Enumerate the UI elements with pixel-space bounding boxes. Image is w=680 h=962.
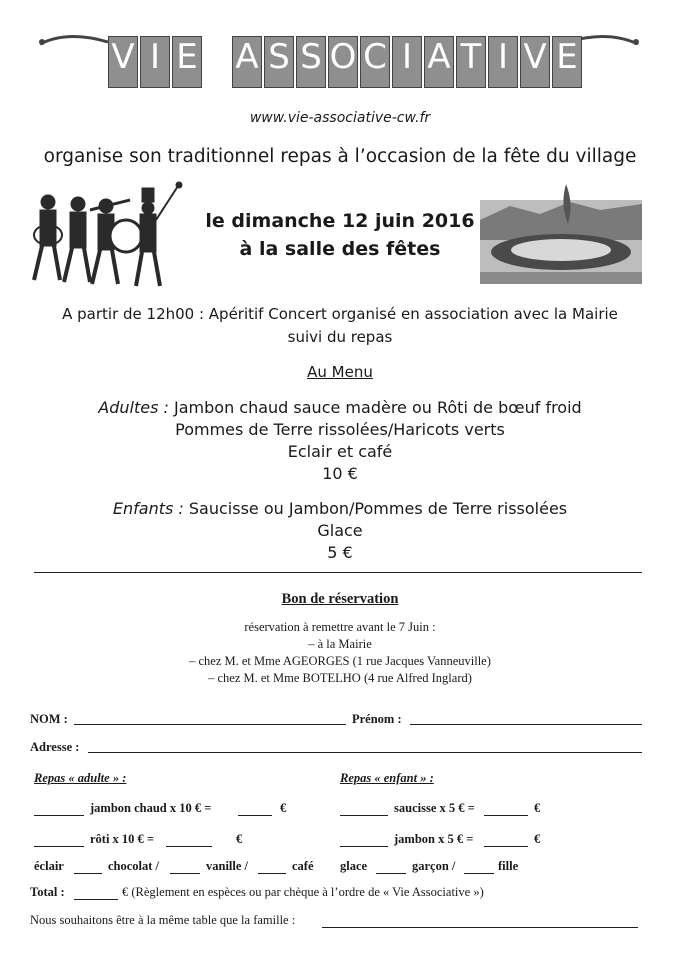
- jambon-label: jambon x 5 € =: [394, 832, 474, 846]
- saucisse-qty-field[interactable]: [340, 803, 388, 816]
- program-line-2: suivi du repas: [287, 328, 393, 346]
- event-place: à la salle des fêtes: [239, 238, 441, 260]
- jambon-chaud-qty-field[interactable]: [34, 803, 84, 816]
- child-menu-line-1: [0, 499, 680, 518]
- same-table-field[interactable]: [322, 915, 638, 928]
- reservation-place-1: – à la Mairie: [308, 637, 372, 651]
- euro-sign: €: [280, 801, 287, 815]
- banner-letter: O: [328, 36, 358, 88]
- title-banner: [38, 30, 640, 96]
- banner-letter: I: [140, 36, 170, 88]
- roti-qty-field[interactable]: [34, 834, 84, 847]
- banner-letter: C: [360, 36, 390, 88]
- adult-menu-text: Jambon chaud sauce madère ou Rôti de bœuf froid: [168, 398, 582, 417]
- reservation-place-2: – chez M. et Mme AGEORGES (1 rue Jacques Vanneuville): [189, 654, 491, 668]
- glace-label: glace: [340, 859, 368, 873]
- banner-letter: A: [232, 36, 262, 88]
- chocolat-qty-field[interactable]: [170, 861, 200, 874]
- prenom-label: Prénom :: [352, 712, 402, 726]
- roti-label: rôti x 10 € =: [90, 832, 155, 846]
- child-order-header: Repas « enfant » :: [340, 771, 434, 785]
- child-label: Enfants :: [112, 499, 184, 518]
- glace-qty-field[interactable]: [376, 861, 406, 874]
- total-field[interactable]: [74, 887, 118, 900]
- banner-letter: V: [108, 36, 138, 88]
- adult-order-header: Repas « adulte » :: [34, 771, 127, 785]
- jambon-qty-field[interactable]: [340, 834, 388, 847]
- banner-letter: E: [552, 36, 582, 88]
- saucisse-total-field[interactable]: [484, 803, 528, 816]
- adresse-field[interactable]: [88, 740, 642, 753]
- euro-sign: €: [534, 832, 541, 846]
- jambon-total-field[interactable]: [484, 834, 528, 847]
- cafe-label: café: [292, 859, 314, 873]
- child-menu-text: Saucisse ou Jambon/Pommes de Terre rissolées: [183, 499, 568, 518]
- child-menu-line-2: Glace: [317, 521, 363, 540]
- same-table-label: Nous souhaitons être à la même table que la famille :: [30, 913, 296, 927]
- euro-sign: €: [236, 832, 243, 846]
- banner-letter: T: [456, 36, 486, 88]
- total-label: Total :: [30, 885, 65, 899]
- total-note: € (Règlement en espèces ou par chèque à l’ordre de « Vie Associative »): [122, 885, 484, 899]
- vanille-qty-field[interactable]: [258, 861, 286, 874]
- adult-price: 10 €: [322, 464, 358, 483]
- banner-letter: V: [520, 36, 550, 88]
- child-price: 5 €: [327, 543, 353, 562]
- adresse-label: Adresse :: [30, 740, 80, 754]
- reservation-title: Bon de réservation: [281, 591, 399, 607]
- adult-menu-line-2: Pommes de Terre rissolées/Haricots verts: [175, 420, 505, 439]
- banner-letter: S: [296, 36, 326, 88]
- eclair-label: éclair: [34, 859, 64, 873]
- banner-letter: S: [264, 36, 294, 88]
- reservation-place-3: – chez M. et Mme BOTELHO (4 rue Alfred Inglard): [208, 671, 472, 685]
- tagline: organise son traditionnel repas à l’occasion de la fête du village: [43, 146, 637, 167]
- jambon-chaud-total-field[interactable]: [238, 803, 272, 816]
- garcon-label: garçon /: [412, 859, 456, 873]
- program-line-1: A partir de 12h00 : Apéritif Concert organisé en association avec la Mairie: [62, 305, 618, 323]
- nom-field[interactable]: [74, 712, 346, 725]
- reservation-intro: réservation à remettre avant le 7 Juin :: [244, 620, 436, 634]
- adult-label: Adultes :: [98, 398, 169, 417]
- adult-menu-line-3: Eclair et café: [287, 442, 393, 461]
- saucisse-label: saucisse x 5 € =: [394, 801, 475, 815]
- adult-menu-line-1: [0, 398, 680, 417]
- eclair-qty-field[interactable]: [74, 861, 102, 874]
- marching-band-icon: [30, 180, 185, 292]
- banner-letter: I: [392, 36, 422, 88]
- prenom-field[interactable]: [410, 712, 642, 725]
- banner-letter: A: [424, 36, 454, 88]
- euro-sign: €: [534, 801, 541, 815]
- garcon-qty-field[interactable]: [464, 861, 494, 874]
- roti-total-field[interactable]: [166, 834, 212, 847]
- section-divider: [34, 572, 642, 573]
- jambon-chaud-label: jambon chaud x 10 € =: [90, 801, 212, 815]
- chocolat-label: chocolat /: [108, 859, 160, 873]
- website-url: www.vie-associative-cw.fr: [249, 110, 431, 126]
- banner-letter: I: [488, 36, 518, 88]
- fille-label: fille: [498, 859, 519, 873]
- event-date: le dimanche 12 juin 2016: [205, 210, 475, 232]
- banner-letter: E: [172, 36, 202, 88]
- village-fete-photo-icon: [480, 180, 642, 284]
- vanille-label: vanille /: [206, 859, 249, 873]
- nom-label: NOM :: [30, 712, 68, 726]
- menu-title: Au Menu: [307, 363, 373, 381]
